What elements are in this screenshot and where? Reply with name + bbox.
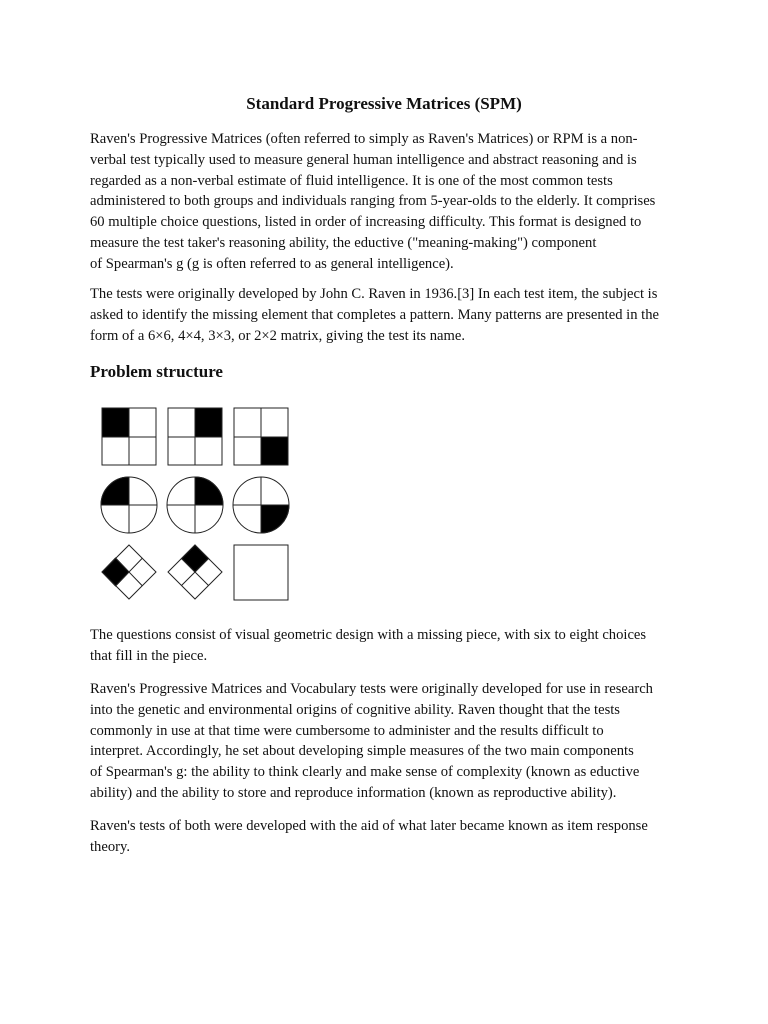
- vocabulary-line: interpret. Accordingly, he set about developing simple measures of the two main components: [90, 743, 634, 760]
- section-heading: Problem structure: [90, 362, 223, 381]
- matrix-figure: [98, 404, 292, 604]
- diamond-top: [168, 545, 222, 599]
- irt-line: Raven's tests of both were developed with the aid of what later became known as item response: [90, 818, 648, 834]
- vocabulary-line: of Spearman's g: the ability to think clearly and make sense of complexity (known as eductive: [90, 764, 640, 781]
- diamond-left: [102, 545, 156, 599]
- intro-line: regarded as a non-verbal estimate of fluid intelligence. It is one of the most common tests: [90, 172, 613, 189]
- history-line: form of a 6×6, 4×4, 3×3, or 2×2 matrix, giving the test its name.: [90, 327, 466, 344]
- vocabulary-line: Raven's Progressive Matrices and Vocabulary tests were originally developed for use in research: [90, 681, 653, 697]
- irt-line: theory.: [90, 838, 130, 855]
- intro-line: administered to both groups and individuals ranging from 5-year-olds to the elderly. It comprises: [90, 193, 656, 210]
- history-line: asked to identify the missing element that completes a pattern. Many patterns are presented in the: [90, 306, 659, 323]
- square-grid-top-left: [102, 408, 156, 465]
- questions-line: The questions consist of visual geometric design with a missing piece, with six to eight choices: [90, 627, 647, 643]
- intro-line: 60 multiple choice questions, listed in order of increasing difficulty. This format is designed to: [90, 214, 642, 231]
- circle-top-right: [167, 477, 223, 533]
- square-grid-bottom-right: [234, 408, 288, 465]
- questions-paragraph: [90, 625, 682, 667]
- intro-line: Raven's Progressive Matrices (often referred to simply as Raven's Matrices) or RPM is a non-: [90, 131, 638, 147]
- irt-paragraph: [90, 816, 682, 858]
- vocabulary-line: into the genetic and environmental origins of cognitive ability. Raven thought that the tests: [90, 701, 620, 718]
- history-paragraph: [90, 284, 682, 346]
- vocabulary-line: ability) and the ability to store and reproduce information (known as reproductive ability).: [90, 784, 617, 801]
- history-line: The tests were originally developed by John C. Raven in 1936.[3] In each test item, the subject is: [90, 286, 658, 302]
- questions-line: that fill in the piece.: [90, 647, 208, 664]
- vocabulary-paragraph: [90, 679, 682, 804]
- intro-line: verbal test typically used to measure general human intelligence and abstract reasoning and is: [90, 151, 637, 168]
- intro-line: measure the test taker's reasoning ability, the eductive ("meaning-making") component: [90, 234, 597, 251]
- page-title: Standard Progressive Matrices (SPM): [246, 94, 522, 113]
- circle-top-left: [101, 477, 157, 533]
- square-grid-top-right: [168, 408, 222, 465]
- intro-line: of Spearman's g (g is often referred to as general intelligence).: [90, 255, 454, 272]
- missing-piece-box: [234, 545, 288, 600]
- vocabulary-line: commonly in use at that time were cumbersome to administer and the results difficult to: [90, 722, 604, 739]
- intro-paragraph: [90, 129, 682, 275]
- circle-bottom-right: [233, 477, 289, 533]
